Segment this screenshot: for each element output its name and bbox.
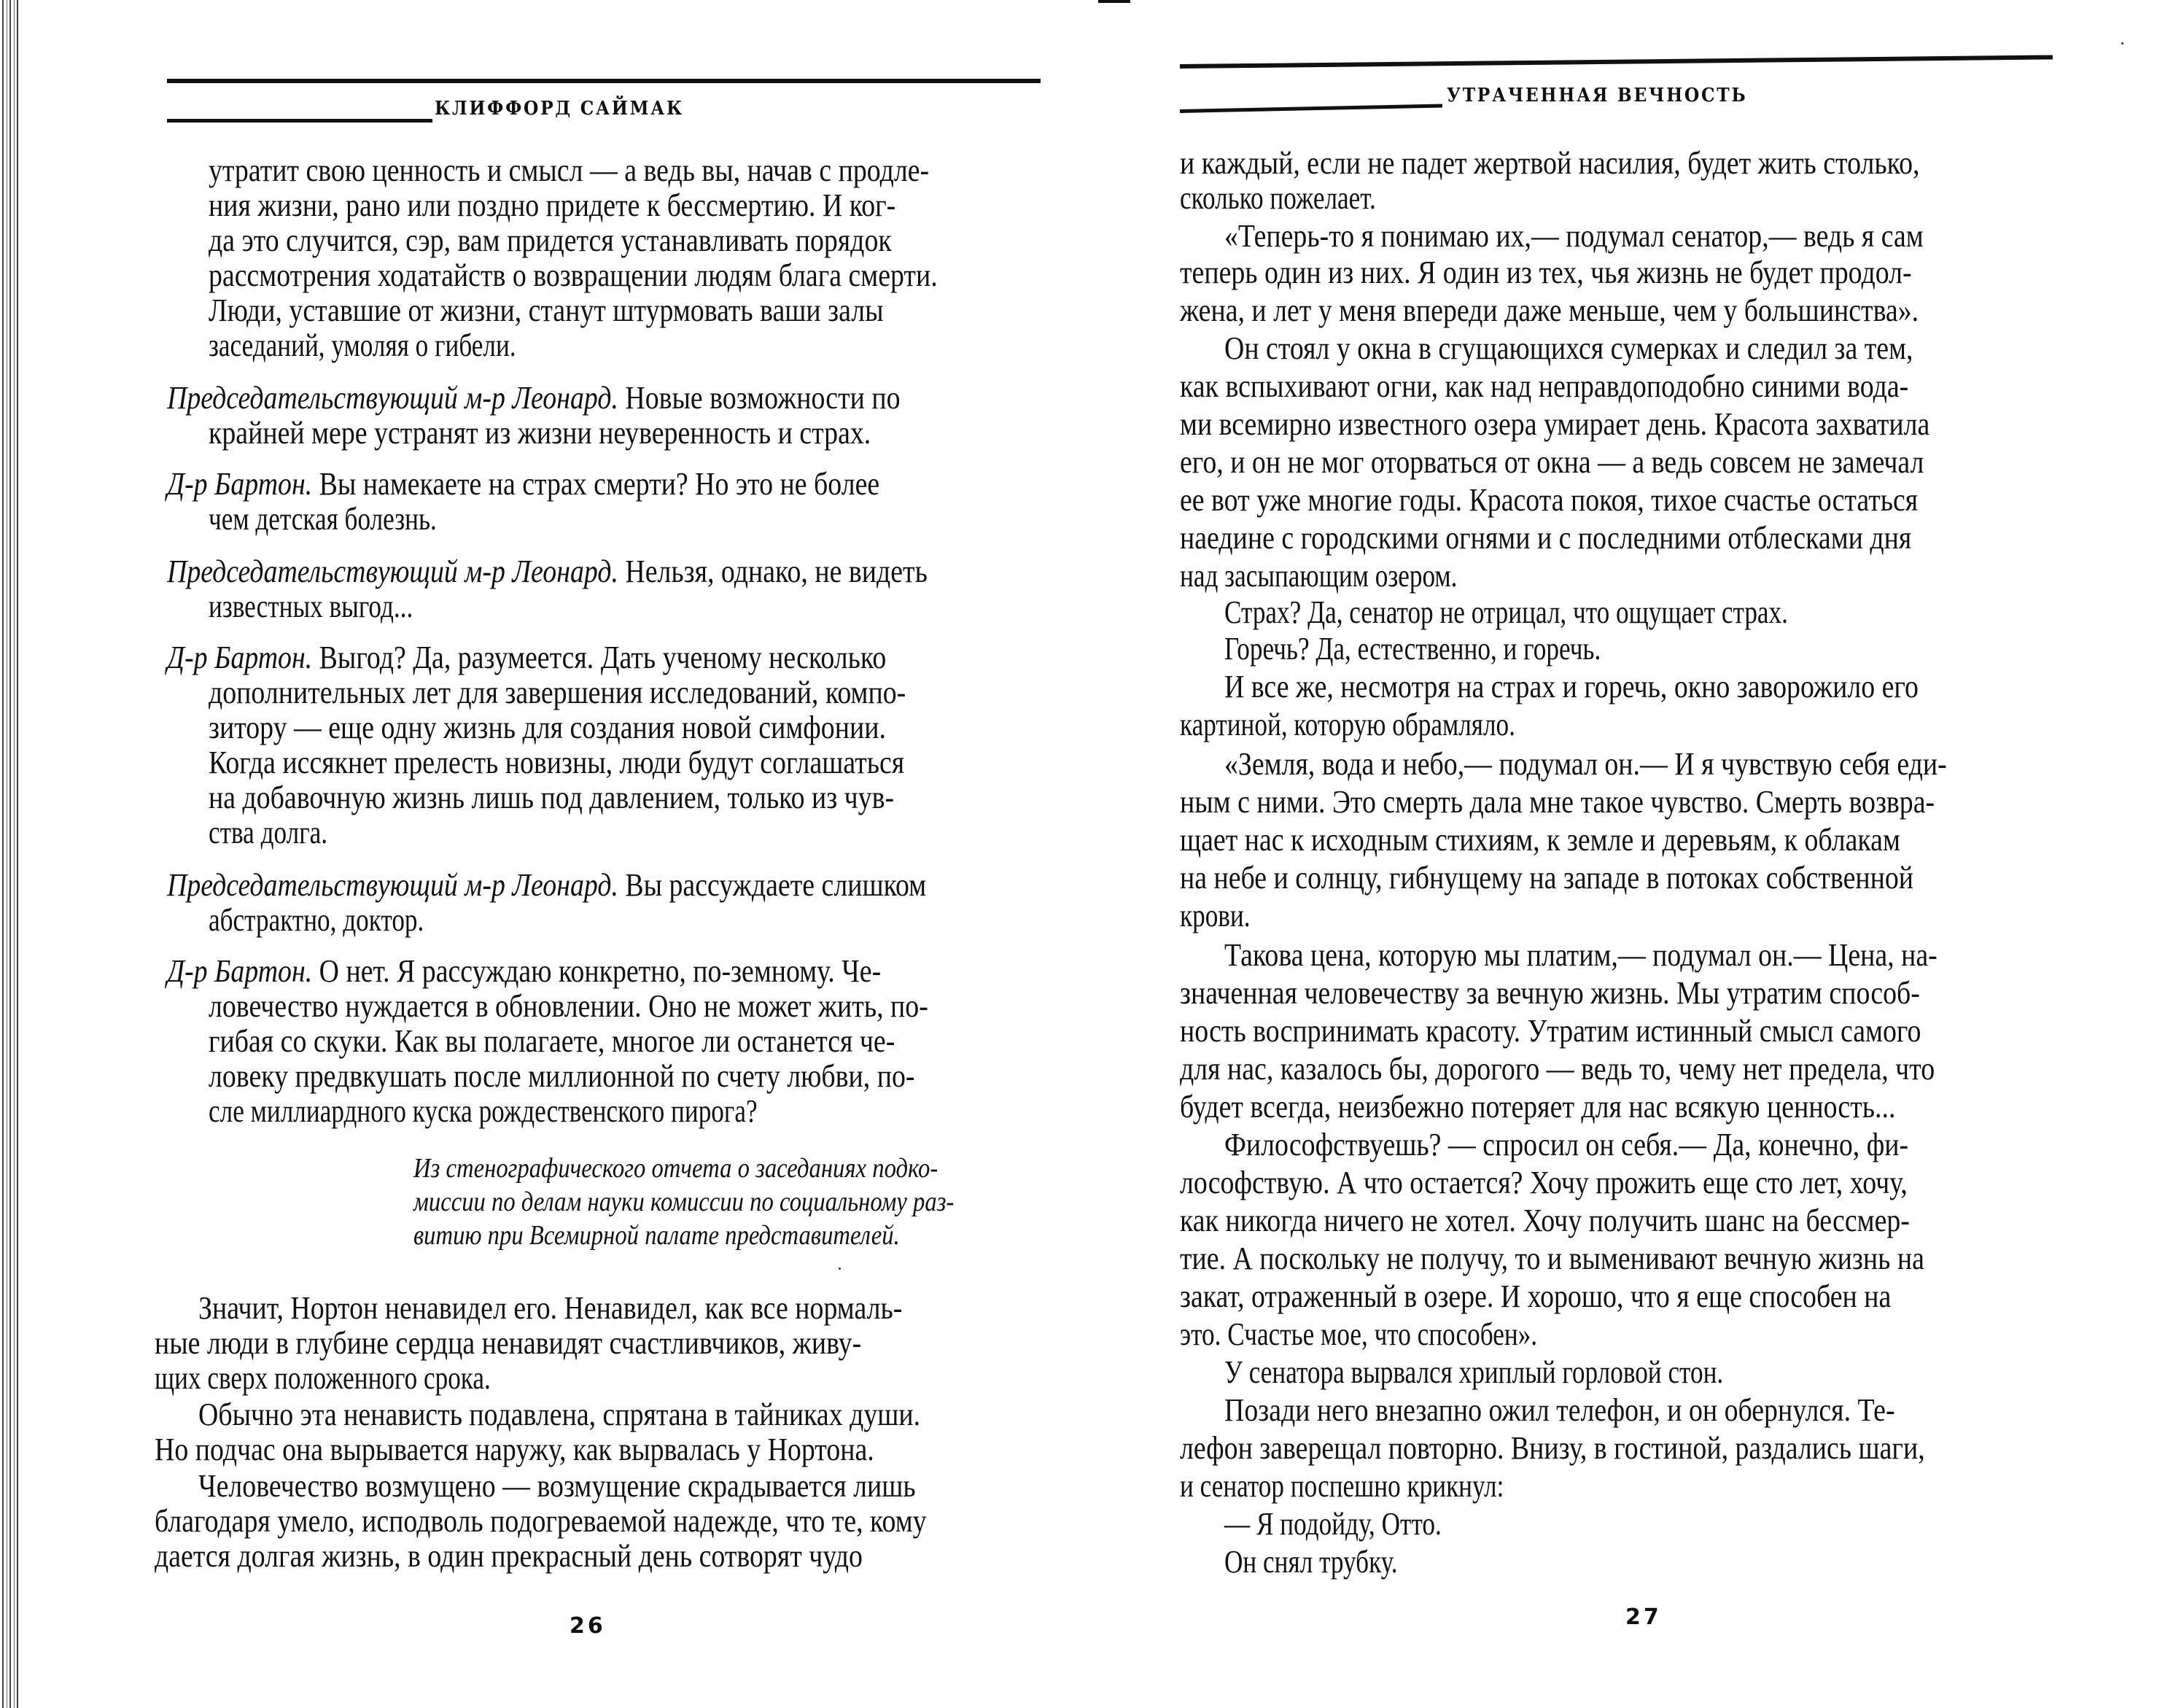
text-line: его, и он не мог оторваться от окна — а ведь совсем не замечал: [1180, 444, 1924, 480]
text-line: над засыпающим озером.: [1180, 558, 1458, 594]
text-line: теперь один из них. Я один из тех, чья жизнь не будет продол-: [1180, 255, 1912, 290]
text-line: зитору — еще одну жизнь для создания новой симфонии.: [209, 710, 886, 745]
text-line: «Земля, вода и небо,— подумал он.— И я чувствую себя еди-: [1224, 746, 1947, 782]
text-line: значенная человечеству за вечную жизнь. Мы утратим способ-: [1180, 975, 1920, 1011]
epigraph-source-line: миссии по делам науки комиссии по социальному раз-: [413, 1187, 955, 1217]
text-line: щих сверх положенного срока.: [155, 1360, 491, 1396]
text-line: это. Счастье мое, что способен».: [1180, 1316, 1538, 1352]
speech-text: Новые возможности по: [618, 380, 901, 416]
speech-text: О нет. Я рассуждаю конкретно, по-земному. Че-: [312, 953, 882, 989]
text-line: закат, отраженный в озере. И хорошо, что я еще способен на: [1180, 1278, 1892, 1314]
text-line: жена, и лет у меня впереди даже меньше, чем у большинства».: [1180, 292, 1919, 328]
dialogue-line: [167, 467, 879, 502]
text-line: Но подчас она вырывается наружу, как вырвалась у Нортона.: [155, 1432, 874, 1467]
text-line: Горечь? Да, естественно, и горечь.: [1224, 631, 1601, 667]
text-line: крайней мере устранят из жизни неуверенность и страх.: [209, 415, 871, 451]
text-line: известных выгод...: [209, 589, 413, 624]
dialogue-line: [167, 381, 901, 416]
header-bottom-rule: [167, 119, 432, 123]
speech-text: Вы намекаете на страх смерти? Но это не более: [312, 466, 880, 502]
speaker-name: Председательствующий м-р Леонард.: [167, 380, 618, 416]
text-line: ным с ними. Это смерть дала мне такое чувство. Смерть возвра-: [1180, 784, 1935, 820]
text-line: ловеку предвкушать после миллионной по счету любви, по-: [209, 1058, 915, 1094]
speech-text: Выгод? Да, разумеется. Дать ученому несколько: [312, 640, 887, 675]
page-number: 27: [1625, 1604, 1662, 1630]
text-line: как вспыхивают огни, как над неправдоподобно синими вода-: [1180, 368, 1909, 404]
dialogue-line: [167, 954, 881, 989]
dialogue-line: [167, 640, 886, 675]
header-top-rule: [167, 79, 1041, 83]
scan-speck: [2121, 42, 2123, 44]
page-number: 26: [570, 1613, 606, 1639]
text-line: сколько пожелает.: [1180, 180, 1376, 216]
header-top-rule: [1180, 55, 2053, 69]
speaker-name: Д-р Бартон.: [167, 640, 313, 675]
text-line: «Теперь-то я понимаю их,— подумал сенатор,— ведь я сам: [1224, 218, 1924, 254]
right-page: [1078, 0, 2157, 1708]
text-line: ства долга.: [209, 815, 328, 850]
dialogue-line: [167, 554, 928, 589]
text-line: как никогда ничего не хотел. Хочу получить шанс на бессмер-: [1180, 1203, 1910, 1238]
text-line: сле миллиардного куска рождественского пирога?: [209, 1093, 758, 1129]
speaker-name: Д-р Бартон.: [167, 466, 313, 502]
text-line: Он снял трубку.: [1224, 1544, 1398, 1580]
text-line: Когда иссякнет прелесть новизны, люди будут соглашаться: [209, 745, 905, 780]
text-line: лефон заверещал повторно. Внизу, в гостиной, раздались шаги,: [1180, 1430, 1925, 1466]
text-line: Обычно эта ненависть подавлена, спрятана в тайниках души.: [198, 1397, 921, 1432]
text-line: ловечество нуждается в обновлении. Оно не может жить, по-: [209, 988, 928, 1024]
speaker-name: Председательствующий м-р Леонард.: [167, 867, 618, 903]
text-line: и каждый, если не падет жертвой насилия, будет жить столько,: [1180, 145, 1920, 181]
text-line: для нас, казалось бы, дорогого — ведь то, чему нет предела, что: [1180, 1051, 1935, 1087]
text-line: благодаря умело, исподволь подогреваемой надежде, что те, кому: [155, 1503, 927, 1539]
running-head: УТРАЧЕННАЯ ВЕЧНОСТЬ: [1447, 85, 1748, 106]
header-bottom-rule: [1180, 104, 1442, 113]
text-line: Он стоял у окна в сгущающихся сумерках и следил за тем,: [1224, 330, 1913, 366]
text-line: чем детская болезнь.: [209, 501, 437, 537]
text-line: утратит свою ценность и смысл — а ведь вы, начав с продле-: [209, 152, 930, 188]
text-line: ные люди в глубине сердца ненавидят счастливчиков, живу-: [155, 1325, 862, 1361]
text-line: Страх? Да, сенатор не отрицал, что ощущает страх.: [1224, 594, 1788, 630]
text-line: Человечество возмущено — возмущение скрадывается лишь: [198, 1468, 916, 1504]
running-head: КЛИФФОРД САЙМАК: [435, 98, 684, 120]
speech-text: Нельзя, однако, не видеть: [618, 554, 928, 589]
text-line: ность воспринимать красоту. Утратим истинный смысл самого: [1180, 1013, 1921, 1049]
text-line: У сенатора вырвался хриплый горловой стон.: [1224, 1354, 1724, 1390]
text-line: рассмотрения ходатайств о возвращении людям блага смерти.: [209, 257, 938, 293]
left-page: [0, 0, 1078, 1708]
text-line: дается долгая жизнь, в один прекрасный день сотворят чудо: [155, 1538, 863, 1574]
speech-text: Вы рассуждаете слишком: [618, 867, 927, 903]
text-line: картиной, которую обрамляло.: [1180, 707, 1515, 742]
text-line: щает нас к исходным стихиям, к земле и деревьям, к облакам: [1180, 822, 1900, 858]
scan-speck: [839, 1268, 841, 1270]
text-line: и сенатор поспешно крикнул:: [1180, 1468, 1504, 1504]
text-line: Такова цена, которую мы платим,— подумал он.— Цена, на-: [1224, 937, 1938, 973]
speaker-name: Председательствующий м-р Леонард.: [167, 554, 618, 589]
text-line: ми всемирно известного озера умирает день. Красота захватила: [1180, 406, 1930, 442]
epigraph-source-line: Из стенографического отчета о заседаниях подко-: [413, 1153, 938, 1184]
text-line: крови.: [1180, 898, 1251, 933]
text-line: на небе и солнцу, гибнущему на западе в потоках собственной: [1180, 860, 1914, 896]
text-line: Позади него внезапно ожил телефон, и он обернулся. Те-: [1224, 1392, 1895, 1428]
text-line: Люди, уставшие от жизни, станут штурмовать ваши залы: [209, 292, 884, 328]
text-line: И все же, несмотря на страх и горечь, окно заворожило его: [1224, 669, 1919, 704]
dialogue-line: [167, 868, 926, 903]
text-line: заседаний, умоляя о гибели.: [209, 327, 516, 363]
epigraph-source-line: витию при Всемирной палате представителей.: [413, 1220, 900, 1251]
text-line: абстрактно, доктор.: [209, 902, 424, 938]
text-line: — Я подойду, Отто.: [1224, 1506, 1442, 1542]
text-line: гибая со скуки. Как вы полагаете, многое ли останется че-: [209, 1023, 895, 1059]
text-line: лософствую. А что остается? Хочу прожить еще сто лет, хочу,: [1180, 1165, 1908, 1200]
speaker-name: Д-р Бартон.: [167, 953, 313, 989]
text-line: Значит, Нортон ненавидел его. Ненавидел, как все нормаль-: [198, 1290, 903, 1326]
text-line: дополнительных лет для завершения исследований, компо-: [209, 675, 906, 710]
text-line: наедине с городскими огнями и с последними отблесками дня: [1180, 520, 1912, 556]
text-line: тие. А поскольку не получу, то и выменивают вечную жизнь на: [1180, 1241, 1924, 1276]
text-line: да это случится, сэр, вам придется устанавливать порядок: [209, 222, 892, 258]
text-line: на добавочную жизнь лишь под давлением, только из чув-: [209, 780, 895, 815]
text-line: ее вот уже многие годы. Красота покоя, тихое счастье остаться: [1180, 482, 1919, 518]
text-line: ния жизни, рано или поздно придете к бессмертию. И ког-: [209, 187, 896, 223]
text-line: Философствуешь? — спросил он себя.— Да, конечно, фи-: [1224, 1127, 1909, 1162]
text-line: будет всегда, неизбежно потеряет для нас всякую ценность...: [1180, 1089, 1896, 1125]
